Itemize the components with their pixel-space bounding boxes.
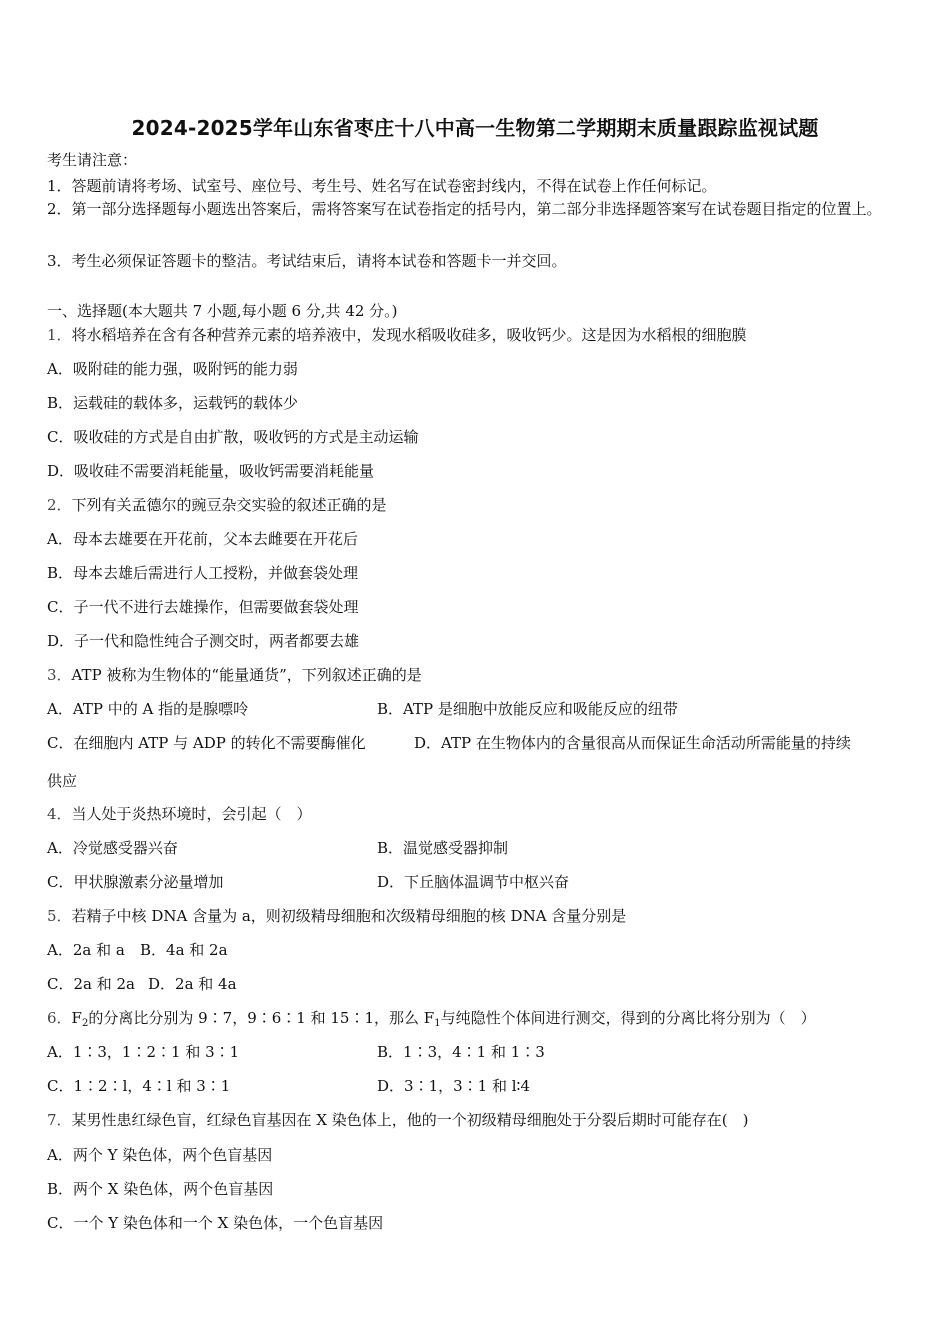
q4-option-b: B．温觉感受器抑制 <box>377 839 509 857</box>
q4-option-d: D．下丘脑体温调节中枢兴奋 <box>377 873 570 891</box>
q7-option-b: B．两个 X 染色体，两个色盲基因 <box>47 1180 274 1198</box>
q2-option-a: A．母本去雄要在开花前，父本去雌要在开花后 <box>47 530 358 548</box>
q1-option-d: D．吸收硅不需要消耗能量，吸收钙需要消耗能量 <box>47 462 375 480</box>
q3-option-d-cont: 供应 <box>47 772 78 790</box>
q3-option-b: B．ATP 是细胞中放能反应和吸能反应的纽带 <box>377 700 678 718</box>
notice-item-1: 1．答题前请将考场、试室号、座位号、考生号、姓名写在试卷密封线内，不得在试卷上作任何标记。 <box>47 177 717 195</box>
q5-option-a: A．2a 和 a <box>47 941 125 959</box>
q5-option-c: C．2a 和 2a <box>47 975 135 993</box>
q1-option-b: B．运载硅的载体多，运载钙的载体少 <box>47 394 299 412</box>
q2-option-b: B．母本去雄后需进行人工授粉，并做套袋处理 <box>47 564 359 582</box>
notice-item-3: 3．考生必须保证答题卡的整洁。考试结束后，请将本试卷和答题卡一并交回。 <box>47 252 567 270</box>
q7-option-c: C．一个 Y 染色体和一个 X 染色体，一个色盲基因 <box>47 1214 384 1232</box>
q1-option-c: C．吸收硅的方式是自由扩散，吸收钙的方式是主动运输 <box>47 428 419 446</box>
q1-option-a: A．吸附硅的能力强，吸附钙的能力弱 <box>47 360 298 378</box>
notice-heading: 考生请注意： <box>47 151 138 169</box>
q6-option-c: C．1∶2∶l，4∶l 和 3∶1 <box>47 1077 231 1095</box>
question-5: 5．若精子中核 DNA 含量为 a，则初级精母细胞和次级精母细胞的核 DNA 含量分别是 <box>47 907 627 925</box>
q4-option-c: C．甲状腺激素分泌量增加 <box>47 873 224 891</box>
q3-option-a: A．ATP 中的 A 指的是腺嘌呤 <box>47 700 249 718</box>
q6-option-d: D．3∶1，3∶1 和 l∶4 <box>377 1077 530 1095</box>
q7-option-a: A．两个 Y 染色体，两个色盲基因 <box>47 1146 273 1164</box>
notice-item-2: 2．第一部分选择题每小题选出答案后，需将答案写在试卷指定的括号内，第二部分非选择题答案写在试卷题目指定的位置上。 <box>47 200 882 218</box>
question-7: 7．某男性患红绿色盲，红绿色盲基因在 X 染色体上，他的一个初级精母细胞处于分裂后期时可能存在( ) <box>47 1111 749 1129</box>
q3-option-c: C．在细胞内 ATP 与 ADP 的转化不需要酶催化 <box>47 734 366 752</box>
page-title: 2024-2025学年山东省枣庄十八中高一生物第二学期期末质量跟踪监视试题 <box>131 116 819 140</box>
question-6: 6．$F_2$的分离比分别为 9∶7，9∶6∶1 和 15∶1，那么 $F_1$与纯隐性个体间进行测交，得到的分离比将分别为（ ） <box>47 1009 816 1029</box>
question-2: 2．下列有关孟德尔的豌豆杂交实验的叙述正确的是 <box>47 496 387 514</box>
question-1: 1．将水稻培养在含有各种营养元素的培养液中，发现水稻吸收硅多，吸收钙少。这是因为水稻根的细胞膜 <box>47 326 747 344</box>
section-heading: 一、选择题(本大题共 7 小题,每小题 6 分,共 42 分。) <box>47 302 398 320</box>
q4-option-a: A．冷觉感受器兴奋 <box>47 839 178 857</box>
q5-option-b: B．4a 和 2a <box>140 941 228 959</box>
q3-option-d: D．ATP 在生物体内的含量很高从而保证生命活动所需能量的持续 <box>414 734 851 752</box>
q5-option-d: D．2a 和 4a <box>148 975 237 993</box>
q2-option-c: C．子一代不进行去雄操作，但需要做套袋处理 <box>47 598 359 616</box>
question-4: 4．当人处于炎热环境时，会引起（ ） <box>47 805 312 823</box>
q6-option-a: A．1∶3，1∶2∶1 和 3∶1 <box>47 1043 240 1061</box>
q6-option-b: B．1∶3，4∶1 和 1∶3 <box>377 1043 545 1061</box>
question-3: 3．ATP 被称为生物体的“能量通货”，下列叙述正确的是 <box>47 666 422 684</box>
q2-option-d: D．子一代和隐性纯合子测交时，两者都要去雄 <box>47 632 360 650</box>
